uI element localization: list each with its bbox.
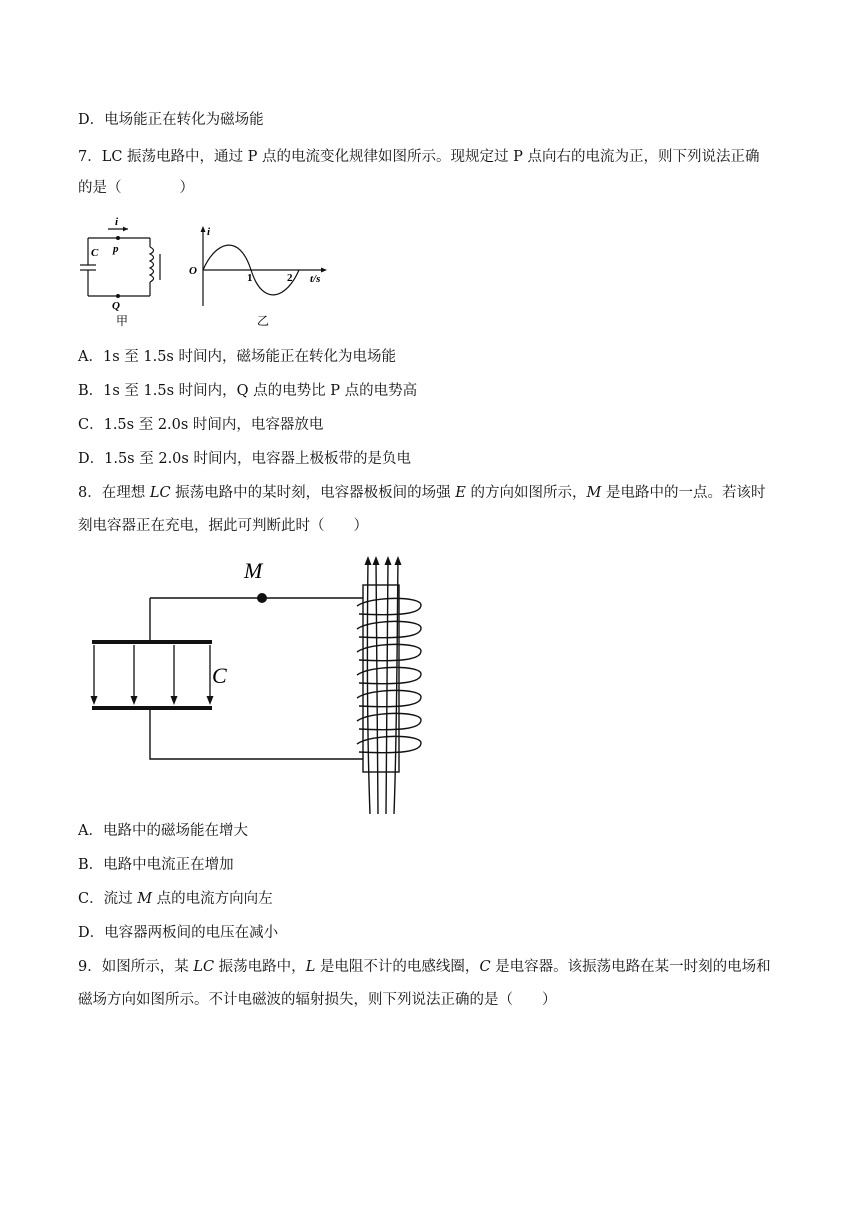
graph-tick-2: 2 [287,272,293,284]
q9-text-l: L [305,959,316,975]
q9-text-1: 9．如图所示，某 [78,959,194,975]
q8-text-lc: LC [149,485,171,501]
q7-option-d: D．1.5s 至 2.0s 时间内，电容器上极板带的是负电 [78,451,411,467]
q9-text-4: 是电容器。该振荡电路在某一时刻的电场和 [490,959,771,975]
q8-text-3: 的方向如图所示， [465,485,587,501]
point-q-label: Q [112,300,120,312]
figure-caption-yi: 乙 [257,314,270,328]
q8-option-d: D．电容器两板间的电压在减小 [78,925,279,941]
q9-text-3: 是电阻不计的电感线圈， [315,959,480,975]
current-label: i [115,216,119,228]
graph-y-label: i [207,226,211,238]
q9-text-2: 振荡电路中， [214,959,306,975]
q8-text-e: E [455,485,466,501]
q8-option-c [78,889,273,909]
q7-current-graph [185,222,335,330]
q9-text-lc: LC [193,959,215,975]
q8-option-a: A．电路中的磁场能在增大 [78,823,248,839]
point-m-label: M [244,558,263,583]
q7-option-b: B．1s 至 1.5s 时间内，Q 点的电势比 P 点的电势高 [78,383,418,399]
q7-stem-line1: 7．LC 振荡电路中，通过 P 点的电流变化规律如图所示。现规定过 P 点向右的电流为正，则下列说法正确 [78,149,760,165]
q8c-text-1: C．流过 [78,891,138,907]
q8c-text-2: 点的电流方向向左 [152,891,273,907]
q7-option-a: A．1s 至 1.5s 时间内，磁场能正在转化为电场能 [78,349,396,365]
capacitor-c-label: C [212,663,227,688]
q7-option-c: C．1.5s 至 2.0s 时间内，电容器放电 [78,417,324,433]
point-p-label: p [113,243,119,255]
q9-stem-line2: 磁场方向如图所示。不计电磁波的辐射损失，则下列说法正确的是（ ） [78,992,557,1008]
q8-text-4: 是电路中的一点。若该时 [601,485,766,501]
graph-origin-label: O [189,265,197,277]
q8c-text-m: M [137,891,153,907]
q6-option-d: D．电场能正在转化为磁场能 [78,112,264,128]
q7-stem-line2: 的是（ ） [78,180,194,196]
q8-circuit-figure [80,552,440,817]
q9-stem-line1 [78,957,771,977]
q8-text-m: M [586,485,602,501]
q8-stem-line1 [78,483,765,503]
graph-x-label: t/s [310,273,321,285]
capacitor-label: C [91,247,99,259]
figure-caption-jia: 甲 [116,314,129,328]
graph-tick-1: 1 [247,272,253,284]
q8-text-2: 振荡电路中的某时刻，电容器极板间的场强 [170,485,456,501]
q7-circuit-figure [78,212,178,332]
q9-text-c: C [479,959,491,975]
q8-option-b: B．电路中电流正在增加 [78,857,234,873]
q8-text-1: 8．在理想 [78,485,150,501]
q8-stem-line2: 刻电容器正在充电，据此可判断此时（ ） [78,518,368,534]
